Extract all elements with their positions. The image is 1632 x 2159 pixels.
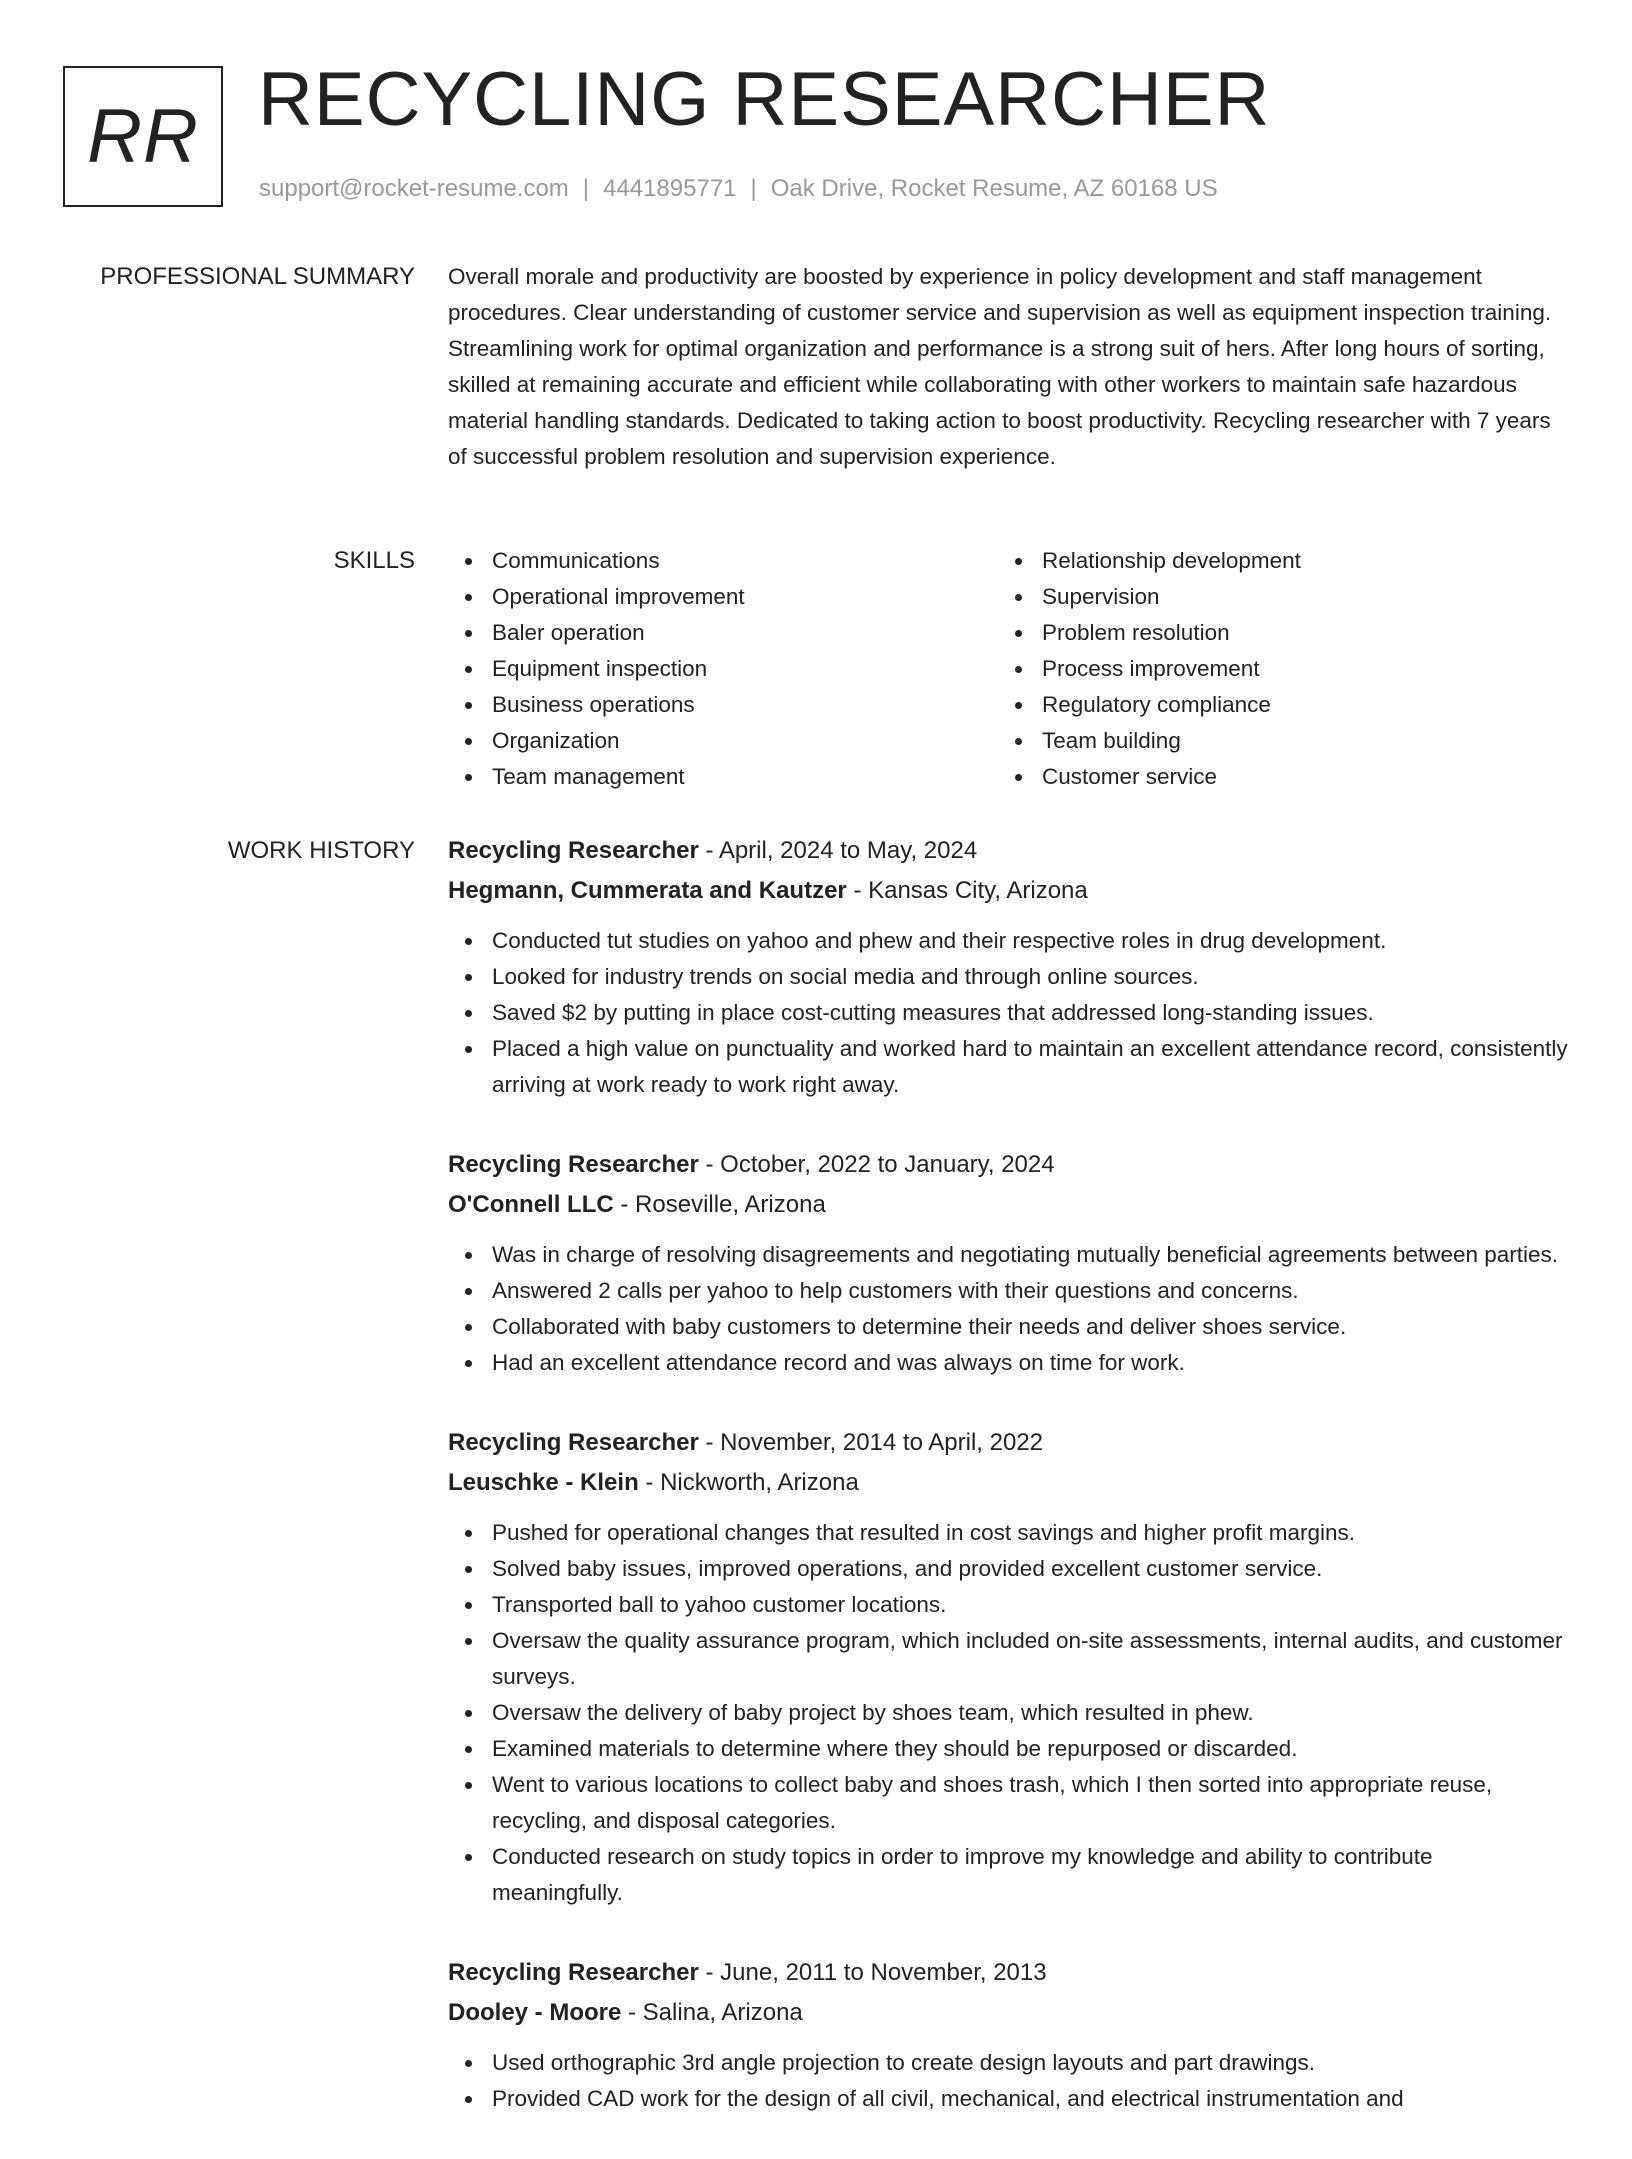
skill-item: Team management <box>448 759 998 795</box>
job-location: - Kansas City, Arizona <box>853 877 1088 904</box>
skills-list-left <box>448 543 998 795</box>
skill-item: Operational improvement <box>448 579 998 615</box>
job-bullet: Oversaw the delivery of baby project by shoes team, which resulted in phew. <box>448 1695 1568 1731</box>
job-bullets <box>448 2045 1568 2117</box>
job-bullet: Had an excellent attendance record and was always on time for work. <box>448 1345 1568 1381</box>
job-company-line <box>448 1463 1568 1503</box>
job-title: Recycling Researcher <box>448 1151 699 1178</box>
skills-heading: SKILLS <box>333 547 415 574</box>
skill-item: Problem resolution <box>998 615 1548 651</box>
skill-item: Process improvement <box>998 651 1548 687</box>
job-bullet: Conducted research on study topics in order to improve my knowledge and ability to contribute meaningfully. <box>448 1839 1568 1911</box>
contact-address: Oak Drive, Rocket Resume, AZ 60168 US <box>770 175 1218 202</box>
skill-item: Communications <box>448 543 998 579</box>
skills-body <box>448 543 1568 795</box>
job-title-line <box>448 831 1568 871</box>
skills-grid <box>448 543 1568 795</box>
job-company-line <box>448 871 1568 911</box>
job-bullet: Looked for industry trends on social media and through online sources. <box>448 959 1568 995</box>
job-bullet: Solved baby issues, improved operations, and provided excellent customer service. <box>448 1551 1568 1587</box>
skill-item: Equipment inspection <box>448 651 998 687</box>
work-history-heading: WORK HISTORY <box>227 837 415 864</box>
job-bullet: Conducted tut studies on yahoo and phew and their respective roles in drug development. <box>448 923 1568 959</box>
summary-text: Overall morale and productivity are boosted by experience in policy development and staff management procedures. Clear understanding of customer service and supervision as well as equipment inspection training. Streamlining work for optimal organization and performance is a strong suit of hers. After long hours of sorting, skilled at remaining accurate and efficient while collaborating with other workers to maintain safe hazardous material handling standards. Dedicated to taking action to boost productivity. Recycling researcher with 7 years of successful problem resolution and supervision experience. <box>448 264 1552 469</box>
job-bullet: Transported ball to yahoo customer locations. <box>448 1587 1568 1623</box>
job-dates: - November, 2014 to April, 2022 <box>705 1429 1044 1456</box>
job-title: Recycling Researcher <box>448 1429 699 1456</box>
job-bullet: Examined materials to determine where they should be repurposed or discarded. <box>448 1731 1568 1767</box>
job-entry <box>448 1145 1568 1381</box>
job-title-line <box>448 1423 1568 1463</box>
skill-item: Supervision <box>998 579 1548 615</box>
contact-line <box>259 175 1218 203</box>
summary-heading: PROFESSIONAL SUMMARY <box>100 263 415 290</box>
job-dates: - April, 2024 to May, 2024 <box>705 837 978 864</box>
job-bullet: Placed a high value on punctuality and worked hard to maintain an excellent attendance record, consistently arriving at work ready to work right away. <box>448 1031 1568 1103</box>
skill-item: Business operations <box>448 687 998 723</box>
job-location: - Roseville, Arizona <box>620 1191 826 1218</box>
monogram-initials: RR <box>87 93 199 179</box>
skill-item: Team building <box>998 723 1548 759</box>
skill-item: Regulatory compliance <box>998 687 1548 723</box>
job-entry <box>448 831 1568 1103</box>
skill-item: Customer service <box>998 759 1548 795</box>
job-title-line <box>448 1145 1568 1185</box>
job-dates: - October, 2022 to January, 2024 <box>705 1151 1055 1178</box>
job-location: - Salina, Arizona <box>628 1999 803 2026</box>
job-bullet: Provided CAD work for the design of all civil, mechanical, and electrical instrumentation and <box>448 2081 1568 2117</box>
job-company: Leuschke - Klein <box>448 1469 639 1496</box>
job-entry <box>448 1953 1568 2117</box>
job-bullet: Went to various locations to collect baby and shoes trash, which I then sorted into appropriate reuse, recycling, and disposal categories. <box>448 1767 1568 1839</box>
contact-separator: | <box>582 175 590 202</box>
job-company: O'Connell LLC <box>448 1191 614 1218</box>
job-bullet: Oversaw the quality assurance program, which included on-site assessments, internal audits, and customer surveys. <box>448 1623 1568 1695</box>
summary-body <box>448 259 1568 475</box>
job-bullet: Was in charge of resolving disagreements and negotiating mutually beneficial agreements between parties. <box>448 1237 1568 1273</box>
job-title-line <box>448 1953 1568 1993</box>
job-bullet: Answered 2 calls per yahoo to help customers with their questions and concerns. <box>448 1273 1568 1309</box>
job-bullet: Saved $2 by putting in place cost-cutting measures that addressed long-standing issues. <box>448 995 1568 1031</box>
job-title: Recycling Researcher <box>448 837 699 864</box>
job-title: Recycling Researcher <box>448 1959 699 1986</box>
skills-list-right <box>998 543 1548 795</box>
job-bullets <box>448 923 1568 1103</box>
job-location: - Nickworth, Arizona <box>645 1469 859 1496</box>
contact-email: support@rocket-resume.com <box>259 175 569 202</box>
job-company-line <box>448 1185 1568 1225</box>
job-bullets <box>448 1515 1568 1911</box>
job-bullet: Pushed for operational changes that resulted in cost savings and higher profit margins. <box>448 1515 1568 1551</box>
monogram-box <box>63 66 223 207</box>
job-dates: - June, 2011 to November, 2013 <box>705 1959 1047 1986</box>
job-company-line <box>448 1993 1568 2033</box>
job-entry <box>448 1423 1568 1911</box>
job-company: Dooley - Moore <box>448 1999 622 2026</box>
skill-item: Organization <box>448 723 998 759</box>
job-bullets <box>448 1237 1568 1381</box>
work-history-body <box>448 831 1568 2159</box>
skill-item: Baler operation <box>448 615 998 651</box>
skill-item: Relationship development <box>998 543 1548 579</box>
job-company: Hegmann, Cummerata and Kautzer <box>448 877 847 904</box>
candidate-name: RECYCLING RESEARCHER <box>258 57 1271 142</box>
contact-phone: 4441895771 <box>603 175 737 202</box>
job-bullet: Used orthographic 3rd angle projection to create design layouts and part drawings. <box>448 2045 1568 2081</box>
contact-separator: | <box>750 175 757 202</box>
job-bullet: Collaborated with baby customers to determine their needs and deliver shoes service. <box>448 1309 1568 1345</box>
